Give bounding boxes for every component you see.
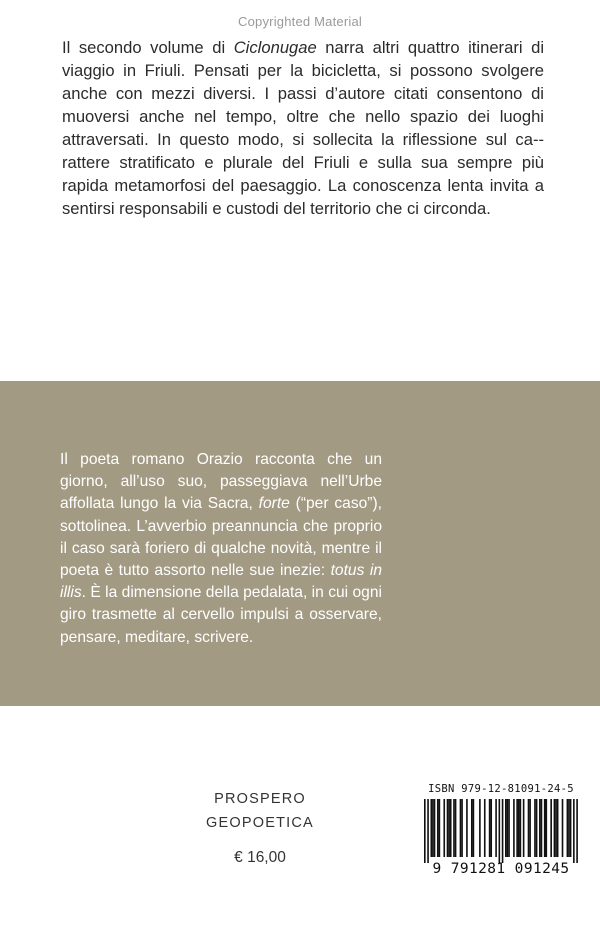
barcode-bar bbox=[430, 799, 432, 857]
barcode-bar bbox=[536, 799, 538, 857]
barcode-bar bbox=[439, 799, 441, 857]
copyright-watermark: Copyrighted Material bbox=[238, 14, 362, 29]
barcode-bar bbox=[550, 799, 552, 857]
isbn-barcode bbox=[413, 781, 589, 889]
book-title-italic: Ciclonugae bbox=[233, 38, 317, 57]
barcode-bar bbox=[453, 799, 455, 857]
barcode-bar bbox=[513, 799, 515, 857]
barcode-bar bbox=[473, 799, 475, 857]
barcode-bar bbox=[505, 799, 507, 857]
isbn-label: ISBN 979-12-81091-24-5 bbox=[428, 783, 574, 795]
quote-forte-italic: forte bbox=[258, 495, 290, 513]
barcode-bar bbox=[508, 799, 510, 857]
barcode-bar bbox=[568, 799, 570, 857]
barcode-bar bbox=[567, 799, 569, 857]
barcode-bar bbox=[554, 799, 556, 857]
barcode-bar bbox=[576, 799, 578, 863]
barcode-bar bbox=[528, 799, 530, 857]
quote-text-3: . È la dimensione della pedalata, in cui ogni giro trasmette al cervello impulsi a osservare, pensare, meditare, scrivere. bbox=[60, 584, 382, 646]
barcode-bar bbox=[447, 799, 449, 857]
intro-text-2: narra altri quattro itinerari di viaggio in Friuli. Pensati per la bicicletta, si possono svolgere anche con mezzi diversi. I passi d’autore citati consentono di muoversi anche nel tempo, oltre che nello spazio dei luoghi attraversati. In questo modo, si sollecita la riflessione sul ca-rattere stratificato e plurale del Friuli e sulla sua sempre più rapida metamorfosi del paesaggio. La conoscenza lenta invita a sentirsi responsabili e custodi del territorio che ci circonda. bbox=[62, 38, 545, 218]
barcode-bar bbox=[455, 799, 457, 857]
quote-text-2: (“per caso”), sottolinea. L’avverbio preannuncia che proprio il caso sarà foriero di qualche novità, mentre il poeta è tutto assorto nelle sue inezie: bbox=[60, 495, 383, 580]
barcode-bar bbox=[460, 799, 462, 857]
barcode-bar bbox=[499, 799, 501, 863]
barcode-bar bbox=[466, 799, 468, 857]
intro-paragraph bbox=[62, 36, 544, 220]
publisher-line-1: PROSPERO bbox=[214, 791, 306, 807]
quote-latin-italic: totus in illis bbox=[60, 562, 383, 602]
barcode-bar bbox=[437, 799, 439, 857]
barcode-bars bbox=[419, 799, 583, 863]
barcode-bar bbox=[570, 799, 572, 857]
barcode-bar bbox=[562, 799, 564, 857]
barcode-bar bbox=[461, 799, 463, 857]
publisher-line-2: GEOPOETICA bbox=[206, 815, 314, 831]
barcode-bar bbox=[443, 799, 445, 857]
publisher-name bbox=[192, 787, 328, 835]
barcode-bar bbox=[434, 799, 436, 857]
quote-paragraph bbox=[60, 449, 382, 649]
barcode-bar bbox=[507, 799, 509, 857]
barcode-bar bbox=[529, 799, 531, 857]
barcode-bar bbox=[555, 799, 557, 857]
barcode-bar bbox=[432, 799, 434, 857]
barcode-bar bbox=[424, 799, 426, 863]
barcode-bar bbox=[518, 799, 520, 857]
intro-text-1: Il secondo volume di bbox=[62, 38, 234, 57]
barcode-bar bbox=[544, 799, 546, 857]
barcode-bar bbox=[516, 799, 518, 857]
quote-text-1: Il poeta romano Orazio racconta che un giorno, all’uso suo, passeggiava nell’Urbe affollata lungo la via Sacra, bbox=[60, 451, 382, 513]
barcode-digits: 9 791281 091245 bbox=[432, 861, 570, 877]
price-label: € 16,00 bbox=[234, 849, 286, 866]
barcode-bar bbox=[471, 799, 473, 857]
barcode-bar bbox=[523, 799, 525, 857]
barcode-bar bbox=[573, 799, 575, 863]
barcode-bar bbox=[484, 799, 486, 857]
barcode-bar bbox=[495, 799, 497, 857]
barcode-bar bbox=[539, 799, 541, 857]
barcode-bar bbox=[534, 799, 536, 857]
barcode-bar bbox=[450, 799, 452, 857]
barcode-bar bbox=[448, 799, 450, 857]
barcode-bar bbox=[520, 799, 522, 857]
barcode-bar bbox=[479, 799, 481, 857]
barcode-bar bbox=[502, 799, 504, 863]
barcode-bar bbox=[557, 799, 559, 857]
barcode-bar bbox=[489, 799, 491, 857]
barcode-bar bbox=[427, 799, 429, 863]
barcode-bar bbox=[546, 799, 548, 857]
barcode-bar bbox=[541, 799, 543, 857]
barcode-bar bbox=[490, 799, 492, 857]
